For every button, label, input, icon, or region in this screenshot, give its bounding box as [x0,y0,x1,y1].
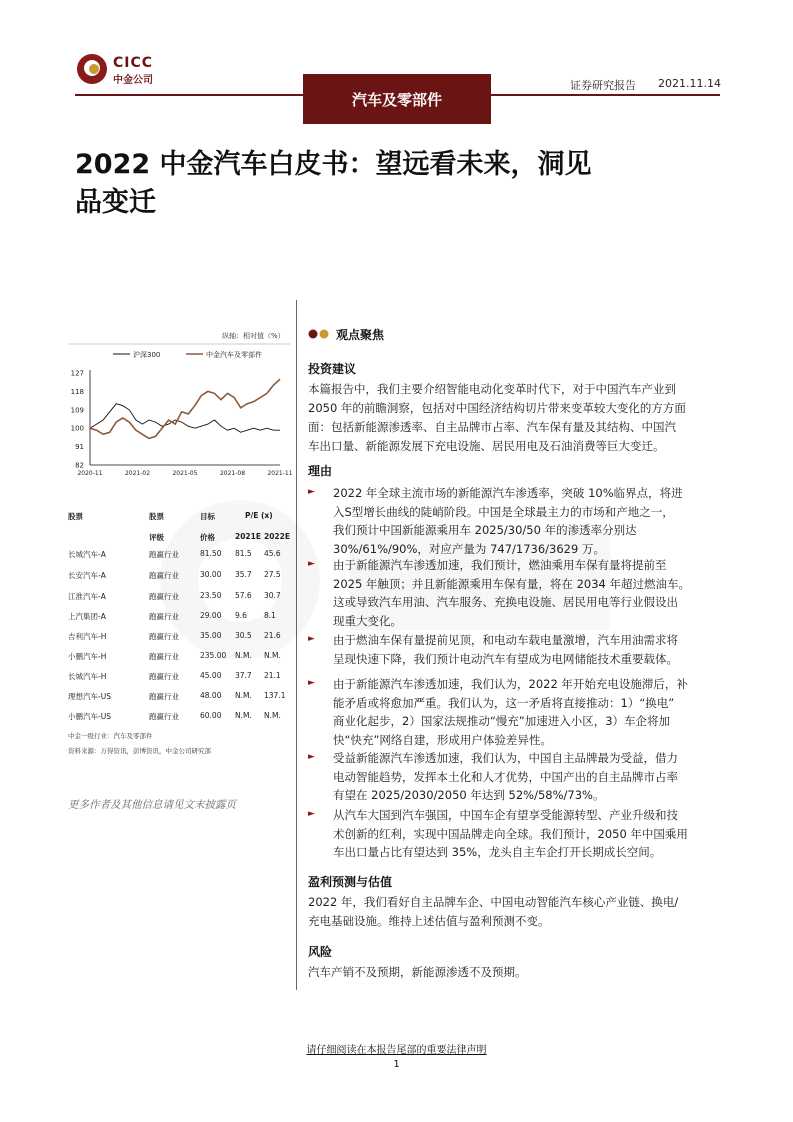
cell-pe-2022e: 8.1 [264,611,276,620]
report-type: 证券研究报告 [570,79,636,92]
cell-pe-2021e: 57.6 [235,591,252,600]
th-stock-2: 股票 [149,512,164,521]
table-row [68,631,288,649]
bullet-line: 从汽车大国到汽车强国，中国车企有望享受能源转型、产业升级和技 [333,808,678,822]
bullet-text [333,749,721,805]
table-row [68,611,288,629]
table-row [68,549,288,567]
profit-title: 盈利预测与估值 [308,875,393,889]
table-row [68,591,288,609]
bullet-line: 呈现快速下降，我们预计电动汽车有望成为电网储能技术重要载体。 [333,651,678,666]
y-tick-label: 109 [70,406,84,415]
title-line-1: 2022 中金汽车白皮书：望远看未来，洞见 [75,149,592,180]
cell-pe-2022e: 45.6 [264,549,281,558]
x-tick-label: 2021-05 [172,470,198,477]
bullet-line: 现重大变化。 [333,613,402,628]
cell-target: 48.00 [200,691,222,700]
y-tick-label: 91 [75,443,84,452]
legal-notice[interactable] [0,1041,793,1056]
cell-pe-2021e: 35.7 [235,570,252,579]
cell-pe-2021e: 37.7 [235,671,252,680]
bullet-arrow-icon: ► [308,559,315,569]
profit-paragraph [308,893,720,931]
logo-text-cn: 中金公司 [113,75,153,86]
bullet-line: 30%/61%/90%，对应产量为 747/1736/3629 万。 [333,541,605,556]
x-tick-label: 2021-11 [267,470,293,477]
cell-stock: 上汽集团-A [68,612,106,621]
bullet-arrow-icon: ► [308,678,315,688]
bullet-text [333,484,721,558]
y-tick-label: 100 [70,424,84,433]
th-rating: 评级 [149,533,164,542]
relative-performance-chart [68,340,293,480]
table-row [68,570,288,588]
bullet-arrow-icon: ► [308,752,315,762]
bullet-line: 电动智能趋势，发挥本土化和人才优势，中国产出的自主品牌市占率 [333,769,678,784]
report-date: 2021.11.14 [658,77,721,90]
cell-pe-2022e: N.M. [264,651,281,660]
cell-stock: 长城汽车-H [68,672,107,681]
th-2022e: 2022E [264,532,290,541]
table-row [68,651,288,669]
cell-rating: 跑赢行业 [149,652,179,661]
cell-pe-2022e: 30.7 [264,591,281,600]
cell-target: 81.50 [200,549,222,558]
cell-rating: 跑赢行业 [149,712,179,721]
profit-line: 充电基础设施。维持上述估值与盈利预测不变。 [308,914,550,928]
focus-dots-icon [308,328,332,342]
report-title [75,146,715,222]
table-row [68,711,288,729]
cell-rating: 跑赢行业 [149,692,179,701]
cell-stock: 长城汽车-A [68,550,106,559]
cell-stock: 小鹏汽车-US [68,712,111,721]
th-price: 价格 [200,533,215,542]
table-header-row-1 [68,511,288,529]
cell-target: 60.00 [200,711,222,720]
bullet-line: 2022 年全球主流市场的新能源汽车渗透率，突破 10%临界点，将进 [333,486,683,500]
cell-rating: 跑赢行业 [149,571,179,580]
cell-rating: 跑赢行业 [149,672,179,681]
cell-rating: 跑赢行业 [149,632,179,641]
series-line-hs300 [90,404,280,433]
cell-rating: 跑赢行业 [149,592,179,601]
column-divider [296,300,297,990]
legal-notice-link[interactable]: 请仔细阅读在本报告尾部的重要法律声明 [306,1045,487,1056]
table-header-row-2 [68,532,288,550]
bullet-line: 这或导致汽车用油、汽车服务、充换电设施、居民用电等行业假设出 [333,595,678,609]
bullet-line: 入S型增长曲线的陡峭阶段。中国是全球最主力的市场和产地之一， [333,504,674,519]
cell-pe-2022e: 21.6 [264,631,281,640]
cell-stock: 吉利汽车-H [68,632,107,641]
th-target: 目标 [200,512,215,521]
cell-stock: 长安汽车-A [68,571,106,580]
profit-line: 2022 年，我们看好自主品牌车企、中国电动智能汽车核心产业链、换电/ [308,895,679,909]
bullet-line: 车出口量占比有望达到 35%，龙头自主车企打开长期成长空间。 [333,845,662,859]
page-number: 1 [393,1059,400,1070]
cell-target: 23.50 [200,591,222,600]
series-line-auto [90,379,280,438]
bullet-line: 由于燃油车保有量提前见顶，和电动车载电量激增，汽车用油需求将 [333,633,678,647]
risk-paragraph: 汽车产销不及预期，新能源渗透不及预期。 [308,965,527,979]
cell-target: 35.00 [200,631,222,640]
legend-label-auto: 中金汽车及零部件 [206,351,262,359]
bullet-line: 能矛盾或将愈加严重。我们认为，这一矛盾将直接推动：1）“换电” [333,695,675,710]
x-tick-label: 2021-02 [124,470,151,477]
cell-pe-2022e: 27.5 [264,570,281,579]
bullet-text [333,675,721,749]
cell-pe-2022e: 137.1 [264,691,286,700]
cell-rating: 跑赢行业 [149,612,179,621]
y-tick-label: 127 [70,369,84,378]
table-row [68,671,288,689]
cell-stock: 理想汽车-US [68,692,111,701]
invest-paragraph [308,380,720,456]
logo-text-en: CICC [113,55,154,71]
cell-stock: 江淮汽车-A [68,592,106,601]
invest-line: 车出口量、新能源发展下充电设施、居民用电及石油消费等巨大变迁。 [308,439,665,453]
cell-pe-2021e: N.M. [235,711,252,720]
cell-target: 30.00 [200,570,222,579]
th-stock: 股票 [68,512,83,521]
bullet-text [333,631,721,668]
cell-pe-2022e: N.M. [264,711,281,720]
th-pe: P/E (x) [245,511,273,520]
table-note-source: 资料来源：万得资讯，彭博资讯，中金公司研究部 [68,747,211,755]
cell-pe-2021e: 9.6 [235,611,247,620]
reason-title: 理由 [308,464,333,478]
cell-rating: 跑赢行业 [149,550,179,559]
bullet-text [333,556,721,630]
chart-axis-title: 纵轴：相对值（%） [222,332,285,340]
bullet-line: 受益新能源汽车渗透加速，我们认为，中国自主品牌最为受益，借力 [333,751,678,765]
table-note-industry: 中金一级行业：汽车及零部件 [68,732,153,740]
risk-title: 风险 [308,945,333,959]
y-tick-label: 118 [70,387,84,396]
cell-pe-2021e: 30.5 [235,631,252,640]
focus-section-title: 观点聚焦 [336,328,385,342]
cell-stock: 小鹏汽车-H [68,652,107,661]
legend-label-hs300: 沪深300 [133,351,161,359]
sector-banner: 汽车及零部件 [303,74,491,124]
bullet-line: 快“快充”网络自建，形成用户体验差异性。 [333,732,552,747]
x-tick-label: 2020-11 [77,470,103,477]
x-tick-label: 2021-08 [219,470,246,477]
invest-line: 本篇报告中，我们主要介绍智能电动化变革时代下，对于中国汽车产业到 [308,382,676,396]
bullet-line: 我们预计中国新能源乘用车 2025/30/50 年的渗透率分别达 [333,523,637,537]
invest-line: 面：包括新能源渗透率、自主品牌市占率、汽车保有量及其结构、中国汽 [308,420,676,434]
invest-line: 2050 年的前瞻洞察，包括对中国经济结构切片带来变革较大变化的方方面 [308,401,686,415]
title-line-2: 品变迁 [75,187,156,218]
th-2021e: 2021E [235,532,261,541]
cell-target: 45.00 [200,671,222,680]
more-info-note: 更多作者及其他信息请见文末披露页 [68,799,236,811]
y-tick-label: 82 [75,461,84,470]
cell-pe-2021e: N.M. [235,691,252,700]
cell-target: 29.00 [200,611,222,620]
bullet-arrow-icon: ► [308,487,315,497]
cell-pe-2021e: N.M. [235,651,252,660]
cell-pe-2022e: 21.1 [264,671,281,680]
bullet-line: 有望在 2025/2030/2050 年达到 52%/58%/73%。 [333,788,605,802]
invest-title: 投资建议 [308,362,357,376]
cell-pe-2021e: 81.5 [235,549,252,558]
bullet-arrow-icon: ► [308,634,315,644]
bullet-arrow-icon: ► [308,809,315,819]
bullet-text [333,806,721,862]
bullet-line: 术创新的红利，实现中国品牌走向全球。我们预计，2050 年中国乘用 [333,826,688,841]
bullet-line: 由于新能源汽车渗透加速，我们预计，燃油乘用车保有量将提前至 [333,558,667,572]
bullet-line: 由于新能源汽车渗透加速，我们认为，2022 年开始充电设施滞后，补 [333,677,688,691]
bullet-line: 2025 年触顶；并且新能源乘用车保有量，将在 2034 年超过燃油车。 [333,576,690,591]
table-row [68,691,288,709]
cell-target: 235.00 [200,651,227,660]
bullet-line: 商业化起步，2）国家法规推动“慢充”加速进入小区，3）车企将加 [333,714,671,728]
